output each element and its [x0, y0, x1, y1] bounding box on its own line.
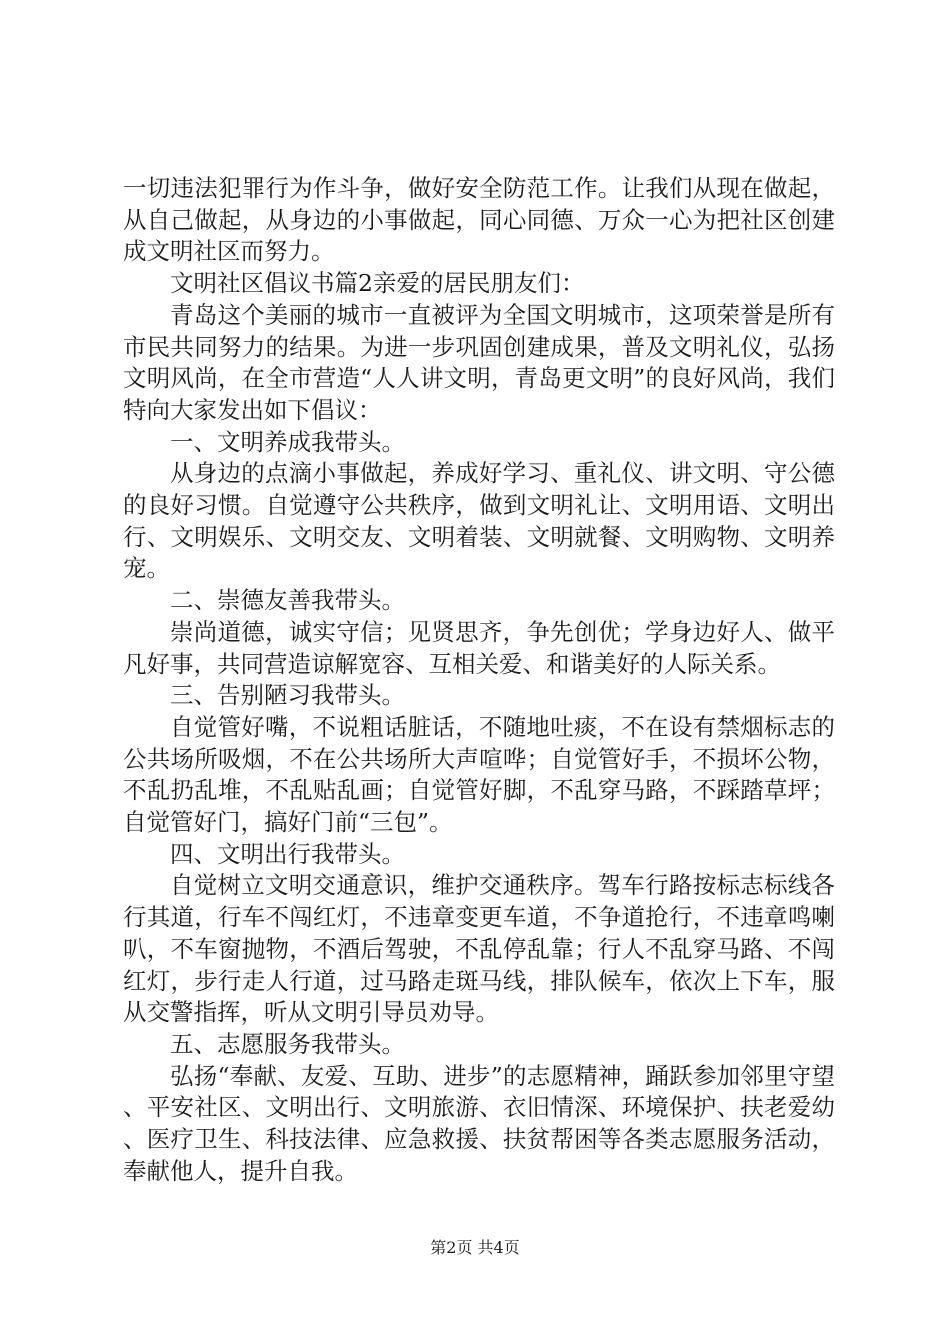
heading-item-2: 二、崇德友善我带头。 [170, 586, 405, 615]
paragraph-item-2: 崇尚道德，诚实守信；见贤思齐，争先创优；学身边好人、做平凡好事，共同营造谅解宽容、互相关爱、和谐美好的人际关系。 [123, 617, 835, 678]
paragraph-item-3: 自觉管好嘴，不说粗话脏话，不随地吐痰，不在设有禁烟标志的公共场所吸烟，不在公共场所大声喧哗；自觉管好手，不损坏公物，不乱扔乱堆，不乱贴乱画；自觉管好脚，不乱穿马路，不踩踏草坪；自觉管好门，搞好门前“三包”。 [123, 712, 835, 837]
paragraph-item-1: 从身边的点滴小事做起，养成好学习、重礼仪、讲文明、守公德的良好习惯。自觉遵守公共秩序，做到文明礼让、文明用语、文明出行、文明娱乐、文明交友、文明着装、文明就餐、文明购物、文明养宠。 [123, 459, 835, 583]
document-body [123, 173, 835, 1188]
heading-item-1: 一、文明养成我带头。 [170, 427, 405, 456]
paragraph-intro: 青岛这个美丽的城市一直被评为全国文明城市，这项荣誉是所有市民共同努力的结果。为进一步巩固创建成果，普及文明礼仪，弘扬文明风尚，在全市营造“人人讲文明，青岛更文明”的良好风尚，我们特向大家发出如下倡议： [123, 300, 835, 424]
heading-item-4: 四、文明出行我带头。 [170, 839, 405, 868]
page-number-footer: 第2页 共4页 [430, 1238, 520, 1257]
paragraph-item-5: 弘扬“奉献、友爱、互助、进步”的志愿精神，踊跃参加邻里守望、平安社区、文明出行、文明旅游、衣旧情深、环境保护、扶老爱幼、医疗卫生、科技法律、应急救援、扶贫帮困等各类志愿服务活动，奉献他人，提升自我。 [123, 1061, 835, 1185]
heading-item-5: 五、志愿服务我带头。 [170, 1029, 405, 1058]
paragraph-item-4: 自觉树立文明交通意识，维护交通秩序。驾车行路按标志标线各行其道，行车不闯红灯，不违章变更车道，不争道抢行，不违章鸣喇叭，不车窗抛物，不酒后驾驶，不乱停乱靠；行人不乱穿马路、不闯红灯，步行走人行道，过马路走斑马线，排队候车，依次上下车，服从交警指挥，听从文明引导员劝导。 [123, 871, 835, 1027]
heading-item-3: 三、告别陋习我带头。 [170, 681, 405, 710]
paragraph-continuation: 一切违法犯罪行为作斗争，做好安全防范工作。让我们从现在做起，从自己做起，从身边的小事做起，同心同德、万众一心为把社区创建成文明社区而努力。 [123, 174, 835, 266]
section-heading-article-2: 文明社区倡议书篇2亲爱的居民朋友们： [170, 269, 585, 298]
